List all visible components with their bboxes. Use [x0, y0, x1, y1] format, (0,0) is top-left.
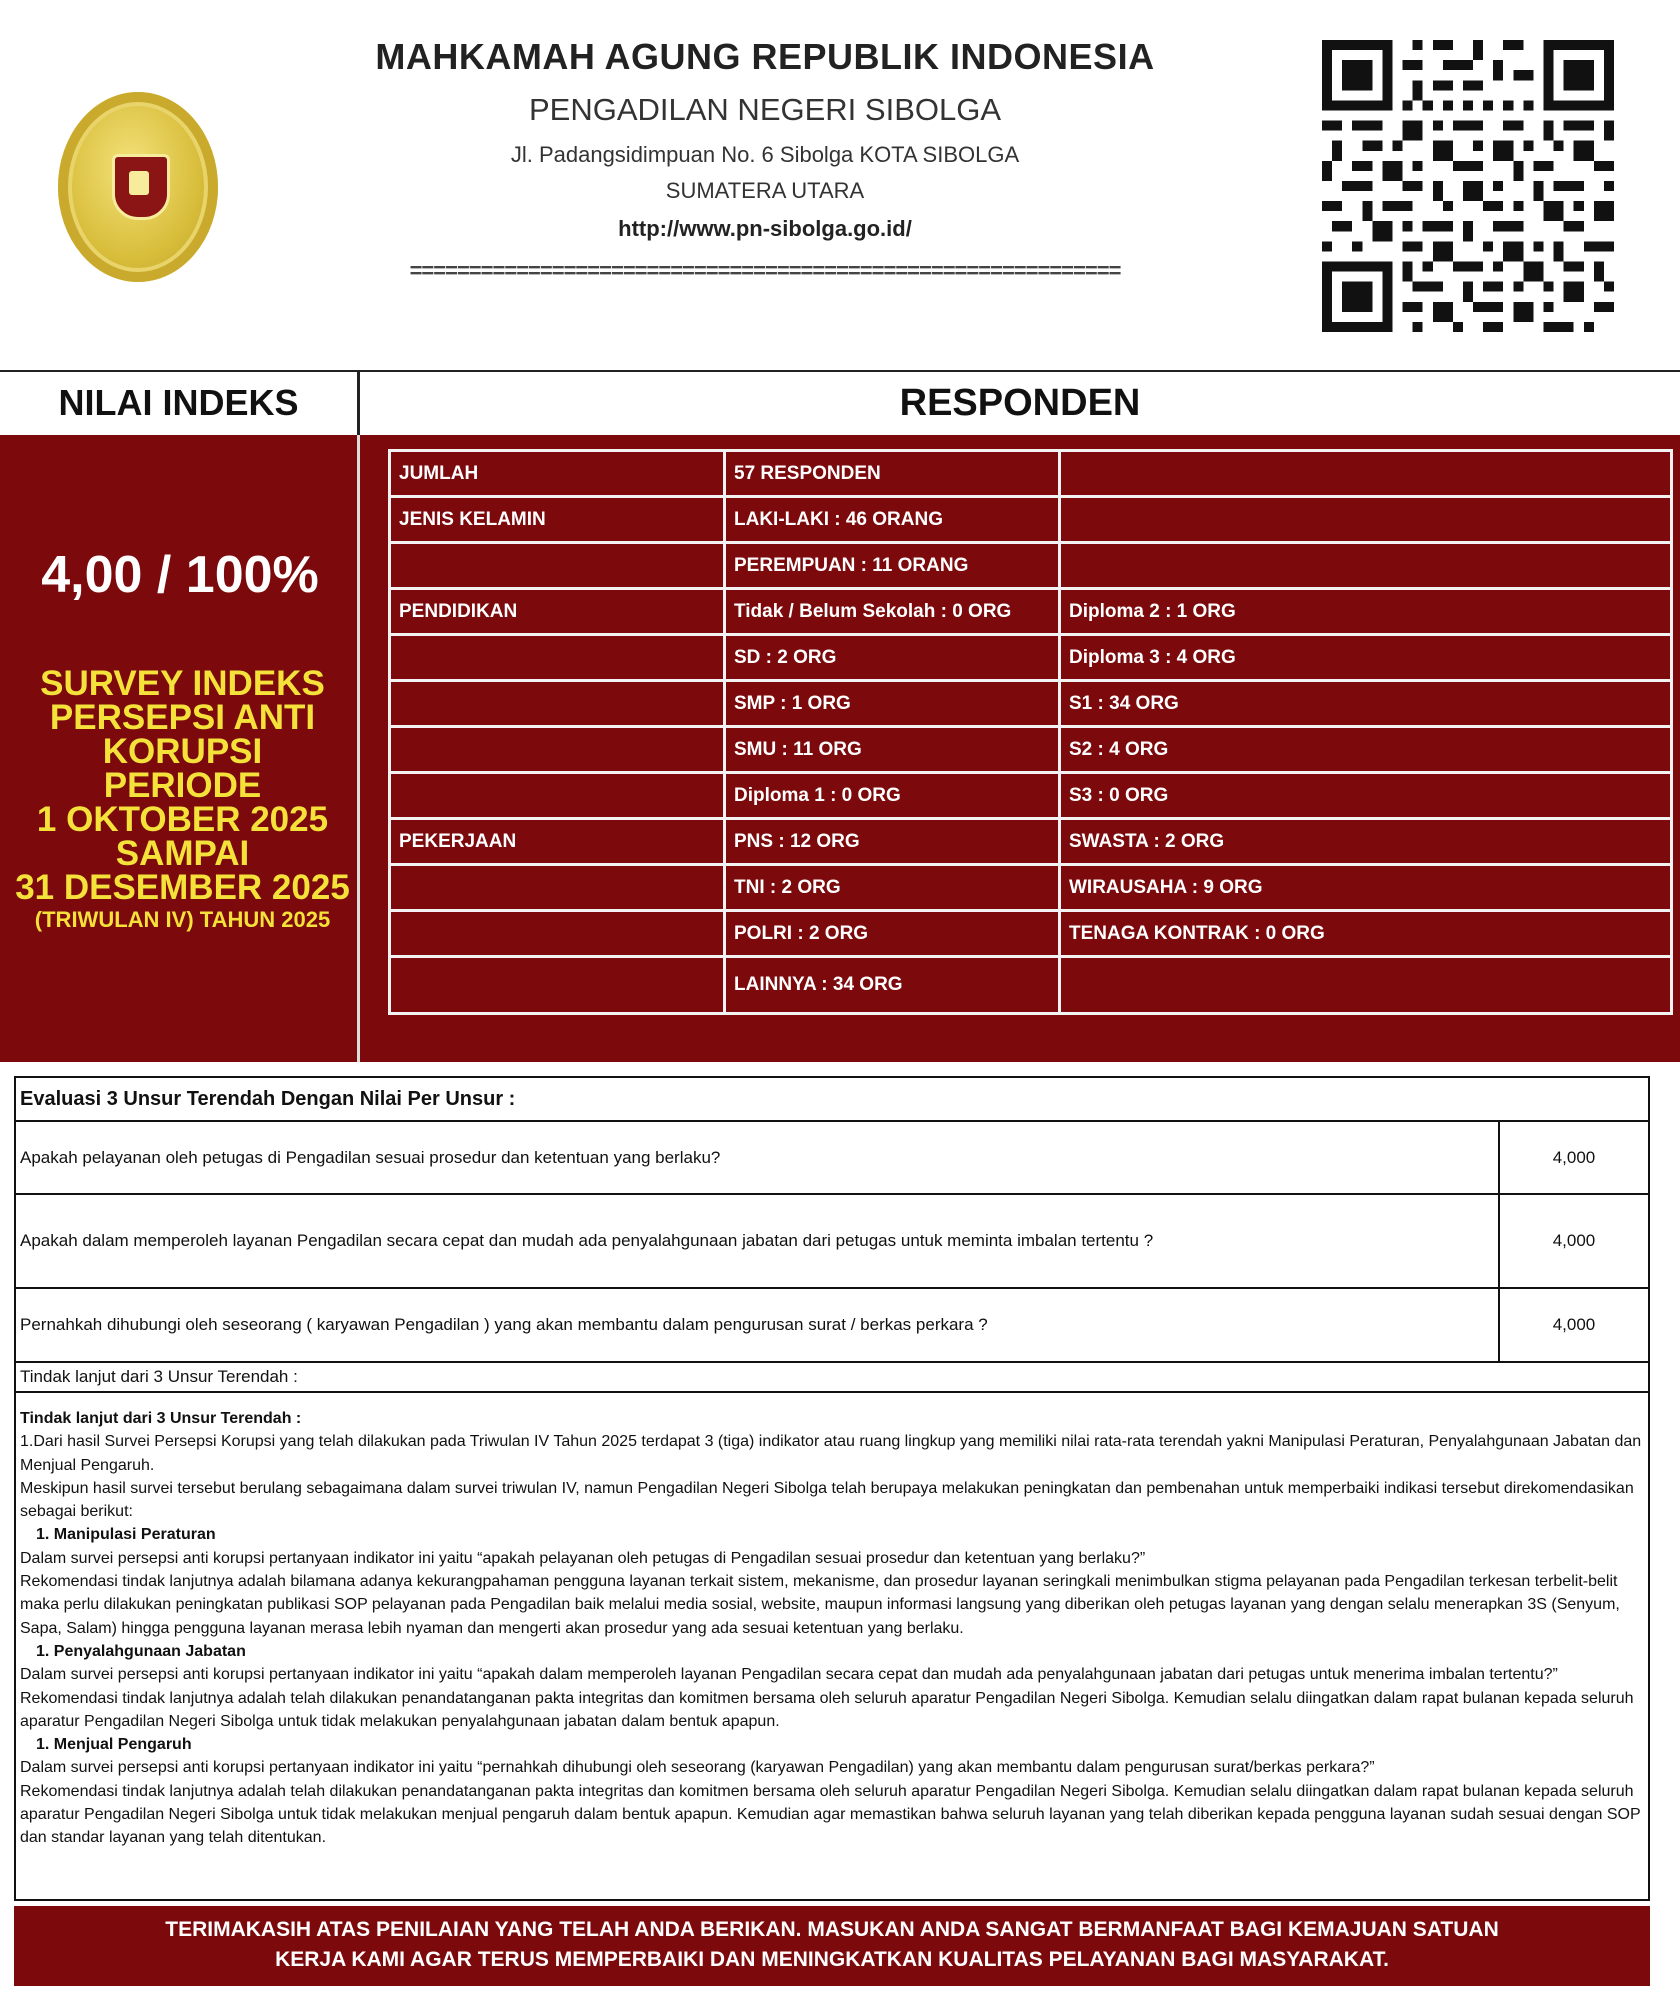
table-cell: JENIS KELAMIN: [390, 497, 725, 543]
subheading-pengaruh: 1. Menjual Pengaruh: [36, 1736, 192, 1754]
evaluation-question: Apakah pelayanan oleh petugas di Pengadilan sesuai prosedur dan ketentuan yang berlaku?: [16, 1122, 1500, 1193]
table-cell: [390, 865, 725, 911]
table-row: [390, 497, 1672, 543]
table-row: [390, 773, 1672, 819]
table-row: [390, 681, 1672, 727]
table-cell: POLRI : 2 ORG: [725, 911, 1060, 957]
table-cell: [390, 727, 725, 773]
follow-up-paragraph: Dalam survei persepsi anti korupsi pertanyaan indikator ini yaitu “pernahkah dihubungi oleh seseorang (karyawan Pengadilan) yang akan membantu dalam pengurusan surat/berkas perkara?”: [20, 1759, 1375, 1777]
evaluation-value: 4,000: [1552, 1315, 1596, 1334]
evaluation-heading: Evaluasi 3 Unsur Terendah Dengan Nilai Per Unsur :: [16, 1078, 1648, 1122]
institution-name: MAHKAMAH AGUNG REPUBLIK INDONESIA: [375, 36, 1155, 77]
table-cell: Diploma 3 : 4 ORG: [1060, 635, 1672, 681]
subheading-manipulasi: 1. Manipulasi Peraturan: [36, 1526, 216, 1544]
table-cell: [390, 681, 725, 727]
table-row: [390, 543, 1672, 589]
table-cell: [390, 773, 725, 819]
table-row: [390, 635, 1672, 681]
survey-title-line: KORUPSI: [102, 732, 263, 771]
evaluation-value: 4,000: [1552, 1231, 1596, 1250]
table-cell: PNS : 12 ORG: [725, 819, 1060, 865]
table-row: [390, 911, 1672, 957]
evaluation-row: [16, 1289, 1648, 1363]
respondent-section-title: RESPONDEN: [899, 382, 1141, 424]
follow-up-title: Tindak lanjut dari 3 Unsur Terendah :: [20, 1410, 302, 1427]
table-cell: WIRAUSAHA : 9 ORG: [1060, 865, 1672, 911]
table-cell: JUMLAH: [390, 451, 725, 497]
table-cell: 57 RESPONDEN: [725, 451, 1060, 497]
survey-period-start: 1 OKTOBER 2025: [36, 800, 329, 839]
table-cell: SMU : 11 ORG: [725, 727, 1060, 773]
table-cell: [1060, 957, 1672, 1014]
qr-code-icon: [1322, 40, 1614, 332]
table-row: [390, 727, 1672, 773]
court-address: Jl. Padangsidimpuan No. 6 Sibolga KOTA SIBOLGA: [510, 142, 1020, 167]
follow-up-paragraph: Dalam survei persepsi anti korupsi pertanyaan indikator ini yaitu “apakah dalam memperoleh layanan Pengadilan secara cepat dan mudah ada penyalahgunaan jabatan dari petugas untuk menerima imbalan tertentu?”: [20, 1666, 1558, 1684]
table-cell: [1060, 451, 1672, 497]
follow-up-paragraph: Meskipun hasil survei tersebut berulang sebagaimana dalam survei triwulan IV, namun Pengadilan Negeri Sibolga telah berupaya melakukan peningkatan dan pembenahan untuk memperbaiki indikasi tersebut direkomendasikan sebagai berikut:: [20, 1479, 1634, 1521]
survey-title: [10, 664, 355, 935]
survey-quarter: (TRIWULAN IV) TAHUN 2025: [34, 907, 331, 932]
index-section-title: NILAI INDEKS: [0, 372, 360, 437]
index-value: 4,00 / 100%: [41, 546, 319, 604]
table-cell: S3 : 0 ORG: [1060, 773, 1672, 819]
letterhead-text: [290, 36, 1240, 284]
table-cell: [1060, 543, 1672, 589]
table-row: [390, 865, 1672, 911]
header-separator: ============================================================: [409, 258, 1121, 283]
evaluation-table: [14, 1076, 1650, 1901]
table-cell: PEKERJAAN: [390, 819, 725, 865]
court-name: PENGADILAN NEGERI SIBOLGA: [528, 92, 1002, 127]
table-cell: S1 : 34 ORG: [1060, 681, 1672, 727]
thank-you-line: KERJA KAMI AGAR TERUS MEMPERBAIKI DAN MENINGKATKAN KUALITAS PELAYANAN BAGI MASYARAKAT.: [275, 1948, 1389, 1971]
follow-up-paragraph: Rekomendasi tindak lanjutnya adalah bilamana adanya kekurangpahaman pengguna layanan terkait sistem, mekanisme, dan prosedur layanan seringkali menimbulkan stigma pelayanan pada Pengadilan terkesan terbelit-belit maka perlu dilakukan peningkatan publikasi SOP pelayanan pada Pengadilan baik melalui media sosial, website, maupun informasi langsung yang diberikan oleh petugas layanan yang dengan selalu menerapkan 3S (Senyum, Sapa, Salam) hingga pengguna layanan merasa lebih nyaman dan mengerti akan prosedur yang ada sesuai ketentuan yang berlaku.: [20, 1573, 1620, 1637]
table-cell: TENAGA KONTRAK : 0 ORG: [1060, 911, 1672, 957]
table-cell: [390, 957, 725, 1014]
court-website[interactable]: http://www.pn-sibolga.go.id/: [618, 216, 912, 241]
table-cell: [390, 543, 725, 589]
table-cell: S2 : 4 ORG: [1060, 727, 1672, 773]
follow-up-paragraph: 1.Dari hasil Survei Persepsi Korupsi yang telah dilakukan pada Triwulan IV Tahun 2025 terdapat 3 (tiga) indikator atau ruang lingkup yang memiliki nilai rata-rata terendah yakni Manipulasi Peraturan, Penyalahgunaan Jabatan dan Menjual Pengaruh.: [20, 1433, 1642, 1474]
table-cell: SMP : 1 ORG: [725, 681, 1060, 727]
thank-you-line: TERIMAKASIH ATAS PENILAIAN YANG TELAH ANDA BERIKAN. MASUKAN ANDA SANGAT BERMANFAAT BAGI KEMAJUAN SATUAN: [165, 1918, 1499, 1941]
section-titles: [0, 370, 1680, 437]
table-cell: [390, 911, 725, 957]
table-cell: Tidak / Belum Sekolah : 0 ORG: [725, 589, 1060, 635]
follow-up-text: [16, 1393, 1648, 1899]
index-panel: [0, 435, 360, 1062]
table-cell: LAKI-LAKI : 46 ORANG: [725, 497, 1060, 543]
table-cell: [1060, 497, 1672, 543]
table-row: [390, 819, 1672, 865]
survey-title-line: PERSEPSI ANTI: [49, 698, 316, 737]
follow-up-paragraph: Rekomendasi tindak lanjutnya adalah telah dilakukan penandatanganan pakta integritas dan komitmen bersama oleh seluruh aparatur Pengadilan Negeri Sibolga. Kemudian selalu diingatkan dalam rapat bulanan kepada seluruh aparatur Pengadilan Negeri Sibolga untuk tidak melakukan penyalahgunaan jabatan dalam bentuk apapun.: [20, 1689, 1634, 1730]
evaluation-question: Apakah dalam memperoleh layanan Pengadilan secara cepat dan mudah ada penyalahgunaan jabatan dari petugas untuk meminta imbalan tertentu ?: [16, 1195, 1500, 1287]
table-row: [390, 957, 1672, 1014]
table-cell: SWASTA : 2 ORG: [1060, 819, 1672, 865]
survey-period-end: 31 DESEMBER 2025: [15, 868, 350, 907]
court-emblem-logo: [58, 92, 218, 282]
respondent-table: [388, 449, 1673, 1015]
table-cell: TNI : 2 ORG: [725, 865, 1060, 911]
table-cell: Diploma 1 : 0 ORG: [725, 773, 1060, 819]
follow-up-label: Tindak lanjut dari 3 Unsur Terendah :: [16, 1363, 1648, 1393]
survey-title-line: PERIODE: [103, 766, 262, 805]
letterhead: [0, 0, 1680, 370]
evaluation-value: 4,000: [1552, 1147, 1596, 1167]
subheading-penyalahgunaan: 1. Penyalahgunaan Jabatan: [36, 1642, 246, 1660]
table-row: [390, 589, 1672, 635]
follow-up-paragraph: Dalam survei persepsi anti korupsi pertanyaan indikator ini yaitu “apakah pelayanan oleh petugas di Pengadilan sesuai prosedur dan ketentuan yang berlaku?”: [20, 1549, 1146, 1567]
table-cell: LAINNYA : 34 ORG: [725, 957, 1060, 1014]
follow-up-paragraph: Rekomendasi tindak lanjutnya adalah telah dilakukan penandatanganan pakta integritas dan komitmen bersama oleh seluruh aparatur Pengadilan Negeri Sibolga. Kemudian selalu diingatkan dalam rapat bulanan kepada seluruh aparatur Pengadilan Negeri Sibolga untuk tidak melakukan menjual pengaruh dalam bentuk apapun. Kemudian agar memastikan bahwa seluruh layanan yang telah diberikan kepada pengguna layanan sudah sesuai dengan SOP dan standar layanan yang telah ditentukan.: [20, 1782, 1641, 1847]
summary-panel: [0, 435, 1680, 1062]
evaluation-row: [16, 1122, 1648, 1195]
table-cell: PENDIDIKAN: [390, 589, 725, 635]
table-cell: SD : 2 ORG: [725, 635, 1060, 681]
table-cell: [390, 635, 725, 681]
survey-title-line: SAMPAI: [115, 834, 250, 873]
evaluation-question: Pernahkah dihubungi oleh seseorang ( karyawan Pengadilan ) yang akan membantu dalam pengurusan surat / berkas perkara ?: [16, 1289, 1500, 1361]
table-cell: PEREMPUAN : 11 ORANG: [725, 543, 1060, 589]
survey-title-line: SURVEY INDEKS: [40, 664, 325, 703]
thank-you-banner: [14, 1906, 1650, 1986]
court-province: SUMATERA UTARA: [665, 178, 865, 203]
evaluation-row: [16, 1195, 1648, 1289]
table-cell: Diploma 2 : 1 ORG: [1060, 589, 1672, 635]
table-row: [390, 451, 1672, 497]
